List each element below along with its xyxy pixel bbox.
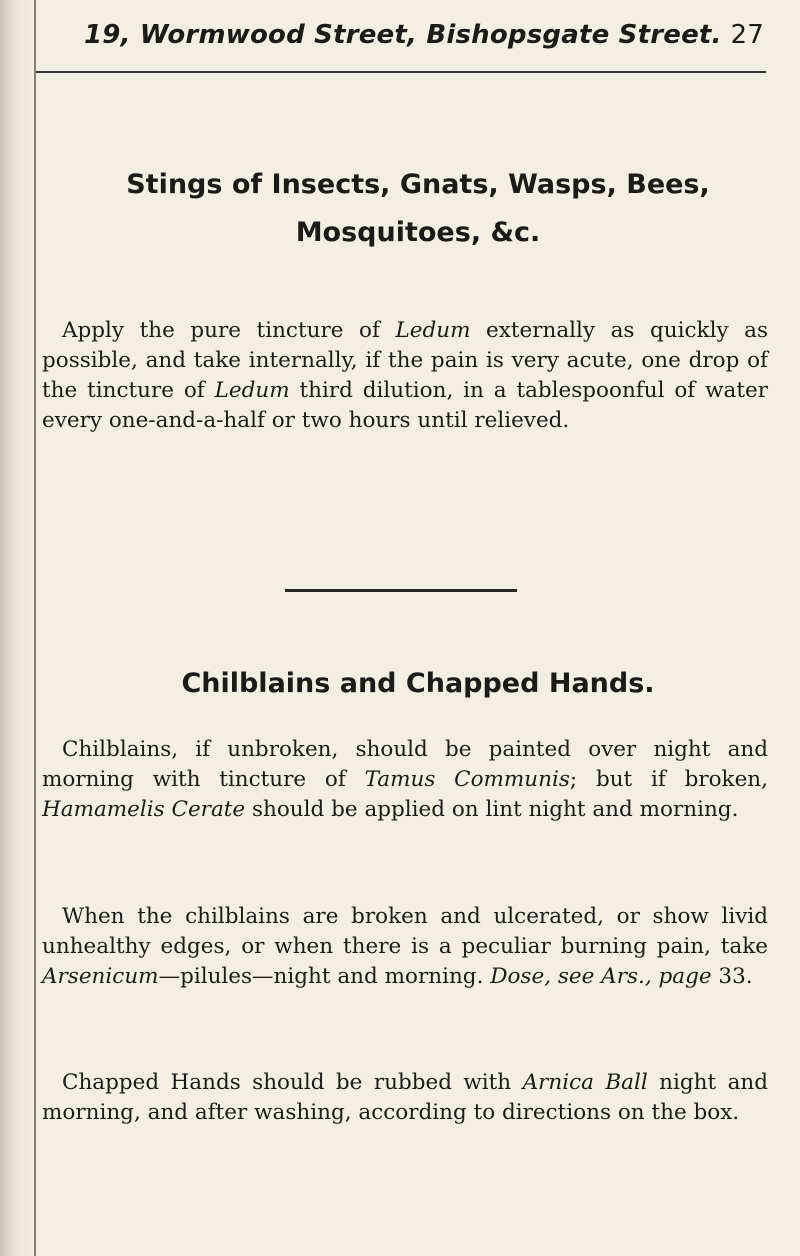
heading-line-2: Mosquitoes, &c. (295, 217, 541, 248)
running-header (84, 20, 774, 50)
text-run: When the chilblains are broken and ulcerated, or show livid unhealthy edges, or when there is a peculiar burning pain, take (42, 904, 768, 959)
paragraph-chilblains-unbroken (42, 735, 768, 825)
text-run: 33. (711, 964, 753, 989)
header-rule (36, 71, 766, 73)
italic-term: Arnica Ball (522, 1070, 648, 1095)
text-run: Apply the pure tincture of (62, 318, 396, 343)
text-run: night and morning, and after washing, according to directions on the box. (42, 1070, 769, 1125)
text-run: ; but if broken, (569, 767, 768, 792)
page-number: 27 (730, 20, 764, 50)
text-run: should be applied on lint night and morning. (245, 797, 739, 822)
text-run: externally as quickly as possible, and take internally, if the pain is very acute, one drop of the tincture of (42, 318, 768, 403)
section-heading-stings (36, 161, 800, 257)
italic-term: Ledum (214, 378, 290, 403)
text-run: Chapped Hands should be rubbed with (62, 1070, 523, 1095)
binding-gutter (0, 0, 36, 1256)
section-heading-chilblains: Chilblains and Chapped Hands. (181, 668, 655, 699)
heading-line-1: Stings of Insects, Gnats, Wasps, Bees, (126, 169, 710, 200)
text-run: —pilules—night and morning. (158, 964, 491, 989)
paragraph-stings (42, 316, 768, 436)
text-run: Chilblains, if unbroken, should be painted over night and morning with tincture of (42, 737, 768, 792)
paragraph-chapped-hands (42, 1068, 768, 1128)
italic-term: Tamus Communis (364, 767, 570, 792)
italic-term: Ledum (395, 318, 471, 343)
header-title: 19, Wormwood Street, Bishopsgate Street. (84, 20, 722, 50)
text-run: third dilution, in a tablespoonful of water every one-and-a-half or two hours until relieved. (42, 378, 768, 433)
paragraph-chilblains-ulcerated (42, 902, 768, 992)
italic-term: Arsenicum (42, 964, 159, 989)
section-divider (285, 589, 517, 592)
italic-term: Hamamelis Cerate (42, 797, 246, 822)
italic-term: Dose, see Ars., page (490, 964, 712, 989)
